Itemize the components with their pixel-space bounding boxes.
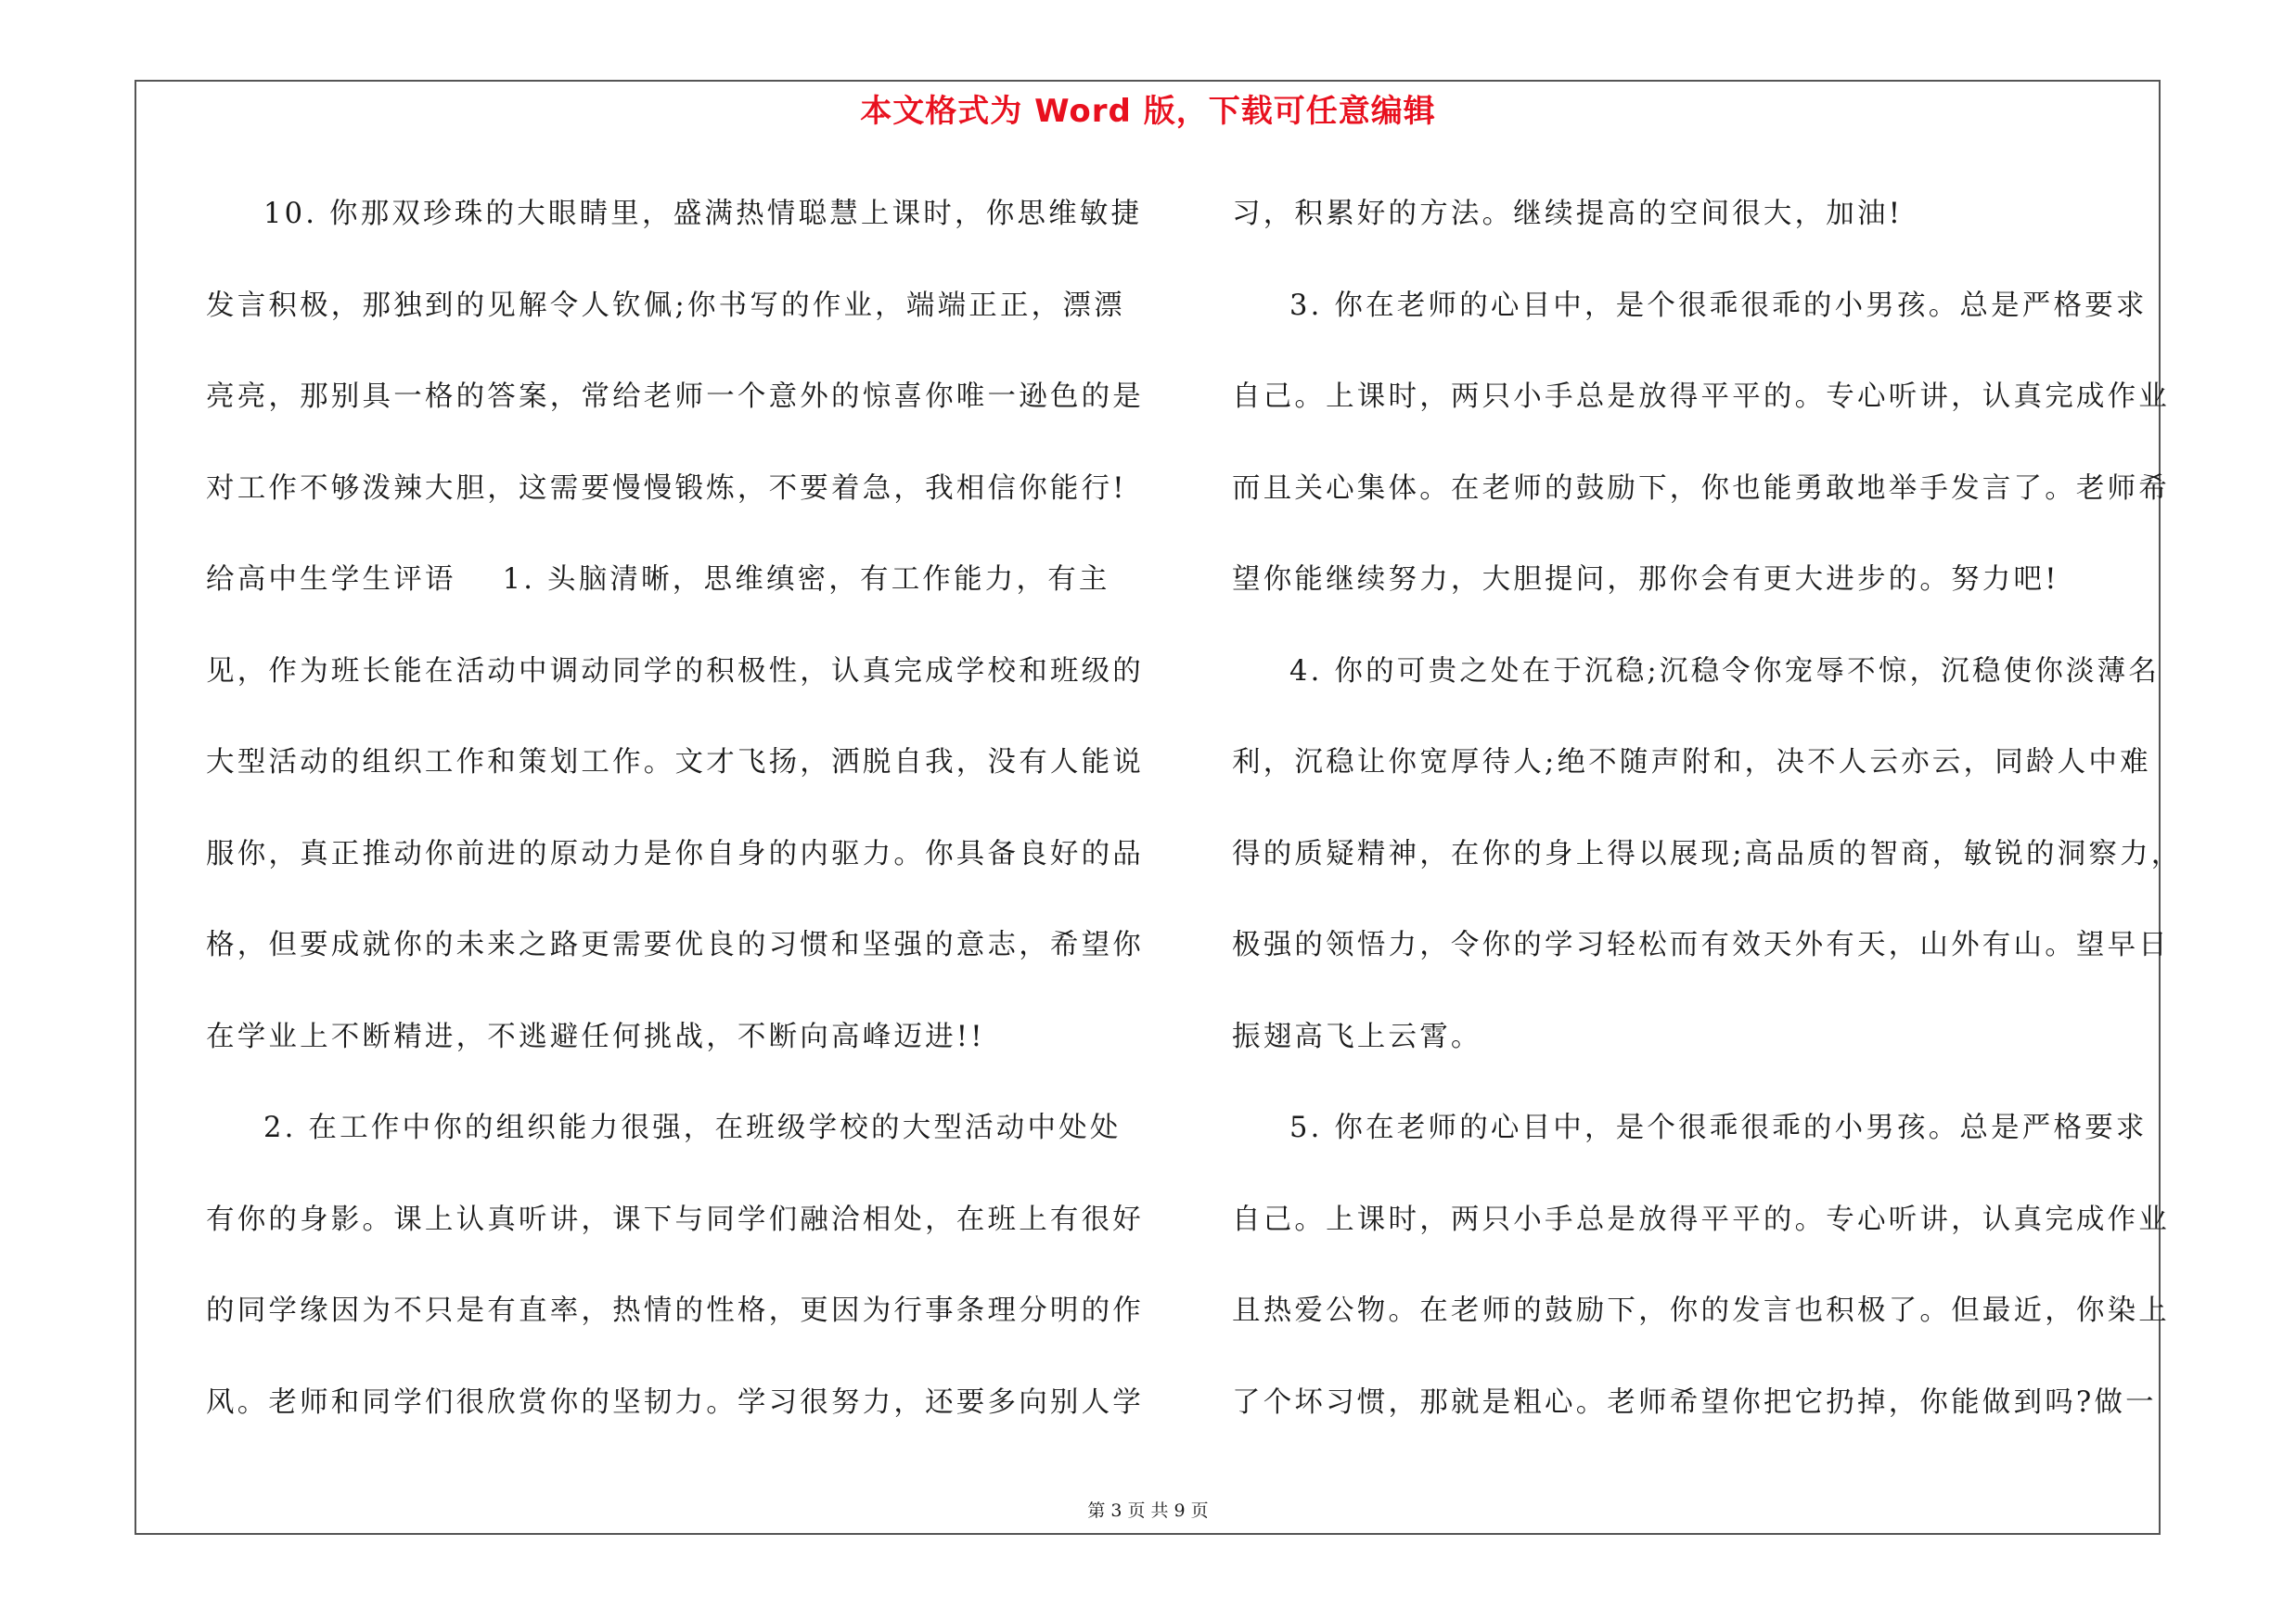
paragraph-line: 大型活动的组织工作和策划工作。文才飞扬，洒脱自我，没有人能说	[206, 746, 1144, 779]
section-heading-line	[206, 547, 1134, 639]
paragraph-line: 发言积极，那独到的见解令人钦佩;你书写的作业，端端正正，漂漂	[206, 289, 1125, 322]
paragraph-line: 的同学缘因为不只是有直率，热情的性格，更因为行事条理分明的作	[206, 1295, 1144, 1327]
page-number-footer: 第 3 页 共 9 页	[1087, 1501, 1209, 1521]
paragraph-line: 自己。上课时，两只小手总是放得平平的。专心听讲，认真完成作业	[1232, 380, 2170, 413]
left-text-column	[206, 182, 1144, 1462]
paragraph-line: 5. 你在老师的心目中，是个很乖很乖的小男孩。总是严格要求	[1289, 1112, 2148, 1144]
paragraph-line: 在学业上不断精进，不逃避任何挑战，不断向高峰迈进!!	[206, 1020, 985, 1053]
paragraph-line: 了个坏习惯，那就是粗心。老师希望你把它扔掉，你能做到吗?做一	[1232, 1385, 2157, 1419]
paragraph-line: 得的质疑精神，在你的身上得以展现;高品质的智商，敏锐的洞察力，	[1232, 837, 2183, 870]
paragraph-line: 习，积累好的方法。继续提高的空间很大，加油!	[1232, 198, 1904, 230]
section-heading: 给高中生学生评语	[206, 563, 456, 596]
paragraph-line: 利，沉稳让你宽厚待人;绝不随声附和，决不人云亦云，同龄人中难	[1232, 746, 2151, 779]
paragraph-line: 振翅高飞上云霄。	[1232, 1020, 1482, 1053]
paragraph-line: 自己。上课时，两只小手总是放得平平的。专心听讲，认真完成作业	[1232, 1203, 2170, 1236]
paragraph-line: 对工作不够泼辣大胆，这需要慢慢锻炼，不要着急，我相信你能行!	[206, 471, 1127, 505]
paragraph-line: 4. 你的可贵之处在于沉稳;沉稳令你宠辱不惊，沉稳使你淡薄名	[1289, 654, 2161, 688]
paragraph-line: 服你，真正推动你前进的原动力是你自身的内驱力。你具备良好的品	[206, 837, 1144, 870]
paragraph-line: 10. 你那双珍珠的大眼睛里，盛满热情聪慧上课时，你思维敏捷	[263, 198, 1143, 230]
paragraph-line: 望你能继续努力，大胆提问，那你会有更大进步的。努力吧!	[1232, 563, 2059, 596]
paragraph-line: 有你的身影。课上认真听讲，课下与同学们融洽相处，在班上有很好	[206, 1203, 1144, 1236]
paragraph-line: 亮亮，那别具一格的答案，常给老师一个意外的惊喜你唯一逊色的是	[206, 380, 1144, 413]
paragraph-line: 而且关心集体。在老师的鼓励下，你也能勇敢地举手发言了。老师希	[1232, 471, 2170, 505]
paragraph-line: 且热爱公物。在老师的鼓励下，你的发言也积极了。但最近，你染上	[1232, 1295, 2170, 1327]
paragraph-line: 2. 在工作中你的组织能力很强，在班级学校的大型活动中处处	[263, 1112, 1122, 1144]
document-header-title: 本文格式为 Word 版，下载可任意编辑	[860, 93, 1436, 130]
paragraph-line: 见，作为班长能在活动中调动同学的积极性，认真完成学校和班级的	[206, 654, 1144, 688]
paragraph-line: 格，但要成就你的未来之路更需要优良的习惯和坚强的意志，希望你	[206, 929, 1144, 961]
paragraph-text: 1. 头脑清晰，思维缜密，有工作能力，有主	[502, 563, 1110, 596]
paragraph-line: 3. 你在老师的心目中，是个很乖很乖的小男孩。总是严格要求	[1289, 289, 2148, 322]
right-text-column	[1232, 182, 2183, 1462]
paragraph-line: 极强的领悟力，令你的学习轻松而有效天外有天，山外有山。望早日	[1232, 929, 2170, 961]
paragraph-line: 风。老师和同学们很欣赏你的坚韧力。学习很努力，还要多向别人学	[206, 1385, 1144, 1419]
